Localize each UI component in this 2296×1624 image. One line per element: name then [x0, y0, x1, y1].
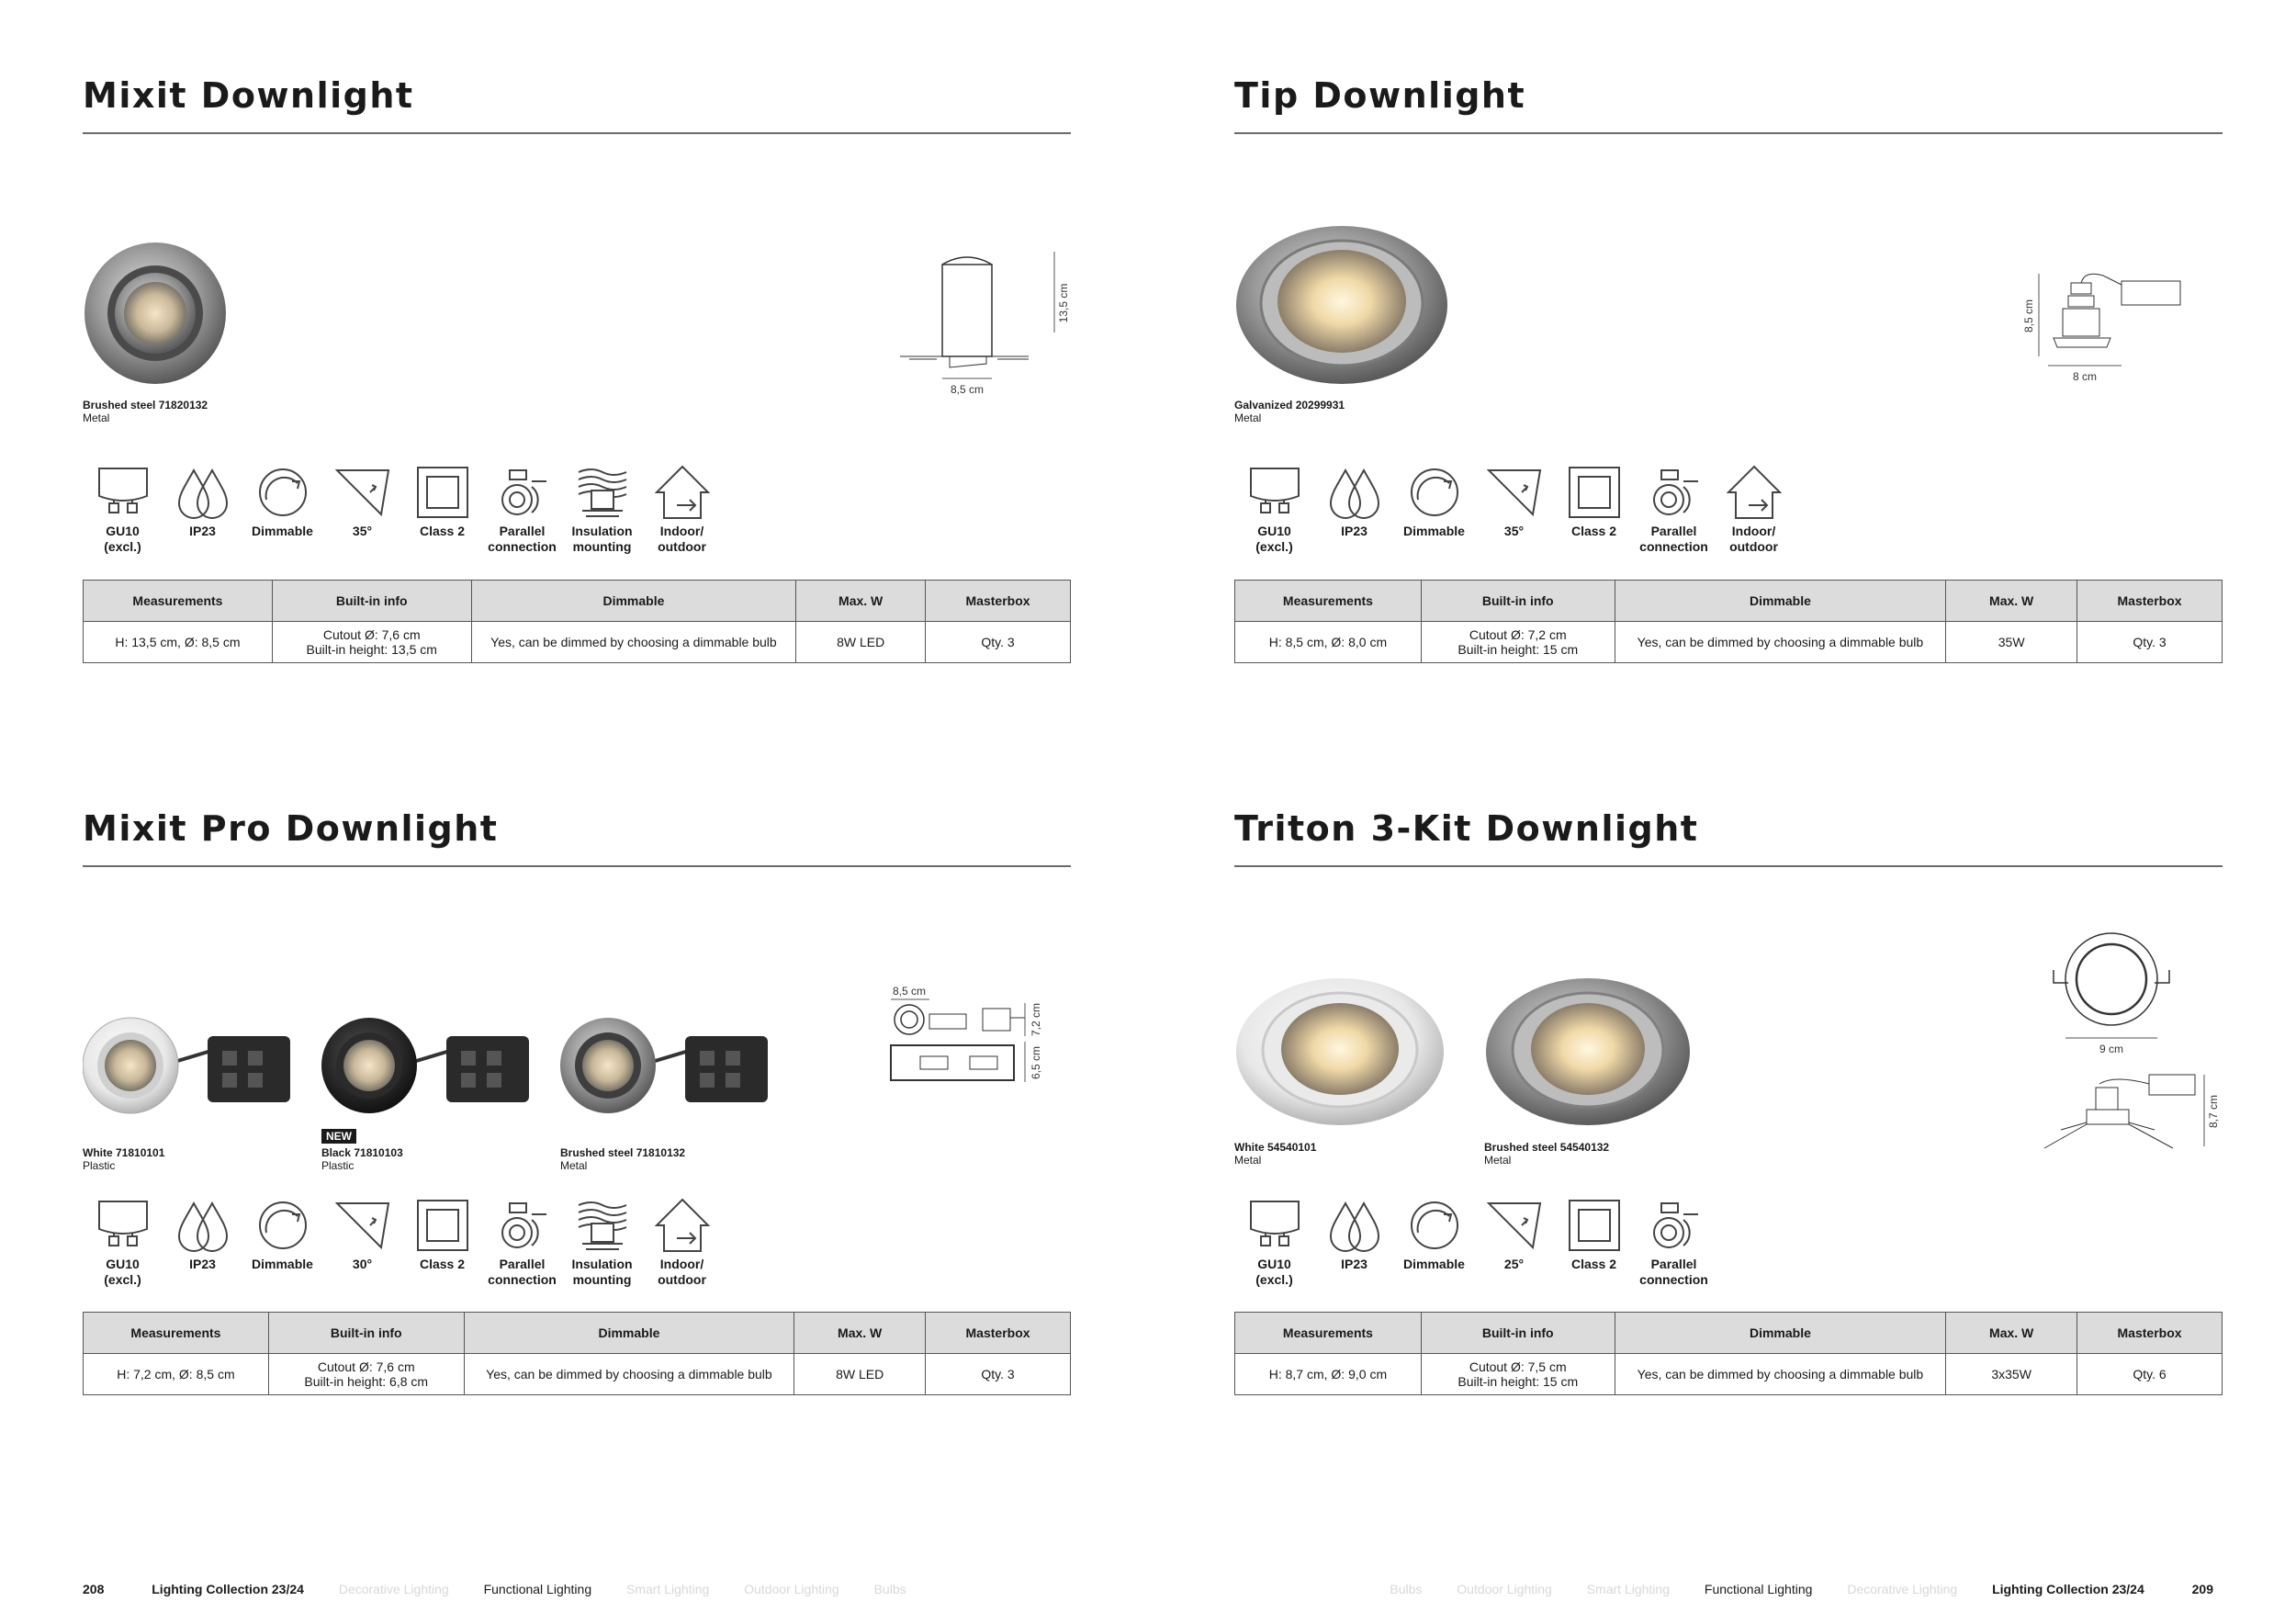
feature-class2: Class 2	[1554, 1198, 1634, 1288]
feature-gu10: GU10 (excl.)	[83, 465, 163, 555]
cell-maxw: 8W LED	[794, 1354, 926, 1395]
title-rule	[83, 132, 1071, 134]
angle-icon	[1487, 1198, 1542, 1253]
title-rule	[1234, 865, 2223, 867]
nav-link-outdoor[interactable]: Outdoor Lighting	[1457, 1582, 1552, 1596]
feature-gu10: GU10 (excl.)	[83, 1198, 163, 1288]
product-material: Metal	[1234, 1154, 1262, 1167]
feature-ip23: IP23	[163, 465, 242, 555]
indoor-outdoor-icon	[1727, 465, 1782, 520]
class2-icon	[415, 465, 470, 520]
th-masterbox: Masterbox	[2077, 1313, 2223, 1354]
th-builtin: Built-in info	[268, 1313, 464, 1354]
nav-link-smart[interactable]: Smart Lighting	[626, 1582, 710, 1596]
feature-indoor-outdoor: Indoor/ outdoor	[642, 1198, 722, 1288]
feature-insulation: Insulation mounting	[562, 465, 642, 555]
parallel-icon	[1647, 465, 1702, 520]
th-maxw: Max. W	[796, 581, 926, 622]
th-masterbox: Masterbox	[2077, 581, 2223, 622]
product-material: Plastic	[321, 1159, 355, 1172]
ip23-icon	[175, 1198, 231, 1253]
spec-table-mixit	[83, 580, 1071, 663]
cell-maxw: 3x35W	[1946, 1354, 2077, 1395]
th-measurements: Measurements	[1235, 581, 1422, 622]
feature-ip23: IP23	[1314, 1198, 1394, 1288]
insulation-icon	[575, 465, 630, 520]
dim-height: 8,5 cm	[2022, 299, 2035, 333]
table-row	[1235, 622, 2223, 663]
product-material: Metal	[83, 412, 110, 424]
th-maxw: Max. W	[1946, 581, 2077, 622]
table-header-row	[84, 1313, 1071, 1354]
cell-measurements: H: 8,7 cm, Ø: 9,0 cm	[1235, 1354, 1422, 1395]
nav-link-decorative[interactable]: Decorative Lighting	[338, 1582, 449, 1596]
feature-angle: 35°	[1474, 465, 1554, 555]
section-triton	[1234, 805, 2223, 867]
parallel-icon	[1647, 1198, 1702, 1253]
feature-icons-mixit-pro	[83, 1198, 722, 1288]
product-photo	[321, 1014, 533, 1124]
th-builtin: Built-in info	[1421, 1313, 1615, 1354]
feature-icons-mixit	[83, 465, 722, 555]
angle-icon	[335, 465, 390, 520]
ip23-icon	[175, 465, 231, 520]
th-masterbox: Masterbox	[926, 1313, 1071, 1354]
th-measurements: Measurements	[1235, 1313, 1422, 1354]
product-photo	[560, 1014, 771, 1124]
feature-class2: Class 2	[402, 465, 482, 555]
nav-link-decorative[interactable]: Decorative Lighting	[1847, 1582, 1958, 1596]
feature-ip23: IP23	[163, 1198, 242, 1288]
dim-width: 9 cm	[2099, 1043, 2124, 1055]
product-material: Metal	[560, 1159, 588, 1172]
feature-angle: 25°	[1474, 1198, 1554, 1288]
th-measurements: Measurements	[84, 1313, 269, 1354]
class2-icon	[1567, 465, 1622, 520]
gu10-icon	[96, 465, 151, 520]
gu10-icon	[96, 1198, 151, 1253]
feature-gu10: GU10 (excl.)	[1234, 465, 1314, 555]
table-header-row	[1235, 1313, 2223, 1354]
product-photo	[83, 1014, 294, 1124]
parallel-icon	[495, 465, 550, 520]
angle-icon	[1487, 465, 1542, 520]
feature-dimmable: Dimmable	[242, 1198, 322, 1288]
angle-icon	[335, 1198, 390, 1253]
gu10-icon	[1247, 1198, 1302, 1253]
ip23-icon	[1327, 465, 1382, 520]
th-maxw: Max. W	[1946, 1313, 2077, 1354]
class2-icon	[415, 1198, 470, 1253]
section-title: Triton 3-Kit Downlight	[1234, 808, 1699, 849]
product-name: White 71810101	[83, 1146, 165, 1159]
dim-height-1: 7,2 cm	[1030, 1002, 1042, 1037]
th-dimmable: Dimmable	[1615, 581, 1946, 622]
product-photo	[1234, 976, 1446, 1128]
feature-indoor-outdoor: Indoor/ outdoor	[642, 465, 722, 555]
nav-link-bulbs[interactable]: Bulbs	[873, 1582, 906, 1596]
th-dimmable: Dimmable	[1615, 1313, 1946, 1354]
nav-link-outdoor[interactable]: Outdoor Lighting	[744, 1582, 839, 1596]
cell-measurements: H: 13,5 cm, Ø: 8,5 cm	[84, 622, 273, 663]
product-photo	[83, 241, 228, 386]
table-row	[1235, 1354, 2223, 1395]
product-photo	[1234, 224, 1449, 386]
feature-dimmable: Dimmable	[242, 465, 322, 555]
insulation-icon	[575, 1198, 630, 1253]
feature-parallel: Parallel connection	[1634, 1198, 1714, 1288]
feature-parallel: Parallel connection	[1634, 465, 1714, 555]
cell-measurements: H: 7,2 cm, Ø: 8,5 cm	[84, 1354, 269, 1395]
feature-gu10: GU10 (excl.)	[1234, 1198, 1314, 1288]
dim-height: 8,7 cm	[2207, 1094, 2220, 1129]
product-name: Galvanized 20299931	[1234, 399, 1345, 412]
page-number: 208	[83, 1582, 105, 1596]
class2-icon	[1567, 1198, 1622, 1253]
product-mixit-pro-black	[321, 1014, 533, 1172]
product-mixit-pro-brushed	[560, 1014, 771, 1172]
th-builtin: Built-in info	[272, 581, 471, 622]
table-row	[84, 622, 1071, 663]
dimmable-icon	[1407, 1198, 1462, 1253]
feature-insulation: Insulation mounting	[562, 1198, 642, 1288]
parallel-icon	[495, 1198, 550, 1253]
feature-angle: 35°	[322, 465, 402, 555]
feature-angle: 30°	[322, 1198, 402, 1288]
indoor-outdoor-icon	[655, 465, 710, 520]
dim-width: 8 cm	[2072, 370, 2098, 383]
dim-height: 13,5 cm	[1057, 283, 1070, 323]
dimmable-icon	[255, 465, 310, 520]
product-triton-brushed	[1484, 976, 1692, 1167]
nav-link-smart[interactable]: Smart Lighting	[1586, 1582, 1670, 1596]
product-triton-white	[1234, 976, 1446, 1167]
product-photo	[1484, 976, 1692, 1128]
section-title: Mixit Downlight	[83, 75, 414, 116]
section-mixit-pro	[83, 805, 1071, 867]
ip23-icon	[1327, 1198, 1382, 1253]
dim-width: 8,5 cm	[892, 985, 927, 998]
th-dimmable: Dimmable	[464, 1313, 794, 1354]
collection-title: Lighting Collection 23/24	[152, 1582, 304, 1596]
spec-table-mixit-pro	[83, 1312, 1071, 1395]
indoor-outdoor-icon	[655, 1198, 710, 1253]
cell-masterbox: Qty. 3	[926, 622, 1071, 663]
title-rule	[1234, 132, 2223, 134]
feature-class2: Class 2	[1554, 465, 1634, 555]
cell-dimmable: Yes, can be dimmed by choosing a dimmable bulb	[471, 622, 796, 663]
cell-masterbox: Qty. 6	[2077, 1354, 2223, 1395]
table-header-row	[1235, 581, 2223, 622]
product-name: Brushed steel 71820132	[83, 399, 208, 412]
feature-icons-tip	[1234, 465, 1794, 555]
spec-table-tip	[1234, 580, 2223, 663]
cell-measurements: H: 8,5 cm, Ø: 8,0 cm	[1235, 622, 1422, 663]
section-tip	[1234, 72, 2223, 134]
feature-dimmable: Dimmable	[1394, 1198, 1474, 1288]
dim-height-2: 6,5 cm	[1030, 1045, 1042, 1080]
cell-masterbox: Qty. 3	[926, 1354, 1071, 1395]
collection-title: Lighting Collection 23/24	[1992, 1582, 2144, 1596]
table-header-row	[84, 581, 1071, 622]
product-mixit-pro-white	[83, 1014, 294, 1172]
feature-dimmable: Dimmable	[1394, 465, 1474, 555]
cell-masterbox: Qty. 3	[2077, 622, 2223, 663]
th-masterbox: Masterbox	[926, 581, 1071, 622]
dimmable-icon	[255, 1198, 310, 1253]
th-measurements: Measurements	[84, 581, 273, 622]
product-name: Brushed steel 54540132	[1484, 1141, 1610, 1154]
feature-indoor-outdoor: Indoor/ outdoor	[1714, 465, 1794, 555]
new-badge: NEW	[321, 1129, 356, 1144]
product-material: Metal	[1484, 1154, 1512, 1167]
title-rule	[83, 865, 1071, 867]
product-mixit-brushed	[83, 241, 228, 424]
cell-maxw: 35W	[1946, 622, 2077, 663]
section-title: Mixit Pro Downlight	[83, 808, 499, 849]
product-tip-galvanized	[1234, 224, 1449, 424]
feature-class2: Class 2	[402, 1198, 482, 1288]
feature-icons-triton	[1234, 1198, 1714, 1288]
product-name: Black 71810103	[321, 1146, 403, 1159]
section-mixit	[83, 72, 1071, 134]
dimension-drawing-triton	[2041, 928, 2224, 1157]
dimmable-icon	[1407, 465, 1462, 520]
dimension-drawing-mixit	[891, 248, 1075, 404]
dim-width: 8,5 cm	[950, 383, 985, 396]
cell-builtin: Cutout Ø: 7,5 cm Built-in height: 15 cm	[1421, 1354, 1615, 1395]
nav-link-functional[interactable]: Functional Lighting	[483, 1582, 592, 1596]
cell-maxw: 8W LED	[796, 622, 926, 663]
spec-table-triton	[1234, 1312, 2223, 1395]
th-maxw: Max. W	[794, 1313, 926, 1354]
th-dimmable: Dimmable	[471, 581, 796, 622]
cell-builtin: Cutout Ø: 7,6 cm Built-in height: 13,5 cm	[272, 622, 471, 663]
nav-link-functional[interactable]: Functional Lighting	[1704, 1582, 1813, 1596]
product-name: Brushed steel 71810132	[560, 1146, 686, 1159]
gu10-icon	[1247, 465, 1302, 520]
cell-builtin: Cutout Ø: 7,6 cm Built-in height: 6,8 cm	[268, 1354, 464, 1395]
table-row	[84, 1354, 1071, 1395]
th-builtin: Built-in info	[1421, 581, 1615, 622]
product-name: White 54540101	[1234, 1141, 1317, 1154]
dimension-drawing-tip	[2020, 266, 2204, 386]
footer-right	[1390, 1582, 2213, 1596]
footer-left	[83, 1582, 906, 1596]
product-material: Metal	[1234, 412, 1262, 424]
dimension-drawing-mixit-pro	[887, 981, 1071, 1091]
cell-builtin: Cutout Ø: 7,2 cm Built-in height: 15 cm	[1421, 622, 1615, 663]
feature-parallel: Parallel connection	[482, 465, 562, 555]
cell-dimmable: Yes, can be dimmed by choosing a dimmable bulb	[1615, 622, 1946, 663]
cell-dimmable: Yes, can be dimmed by choosing a dimmable bulb	[1615, 1354, 1946, 1395]
feature-parallel: Parallel connection	[482, 1198, 562, 1288]
page-number: 209	[2191, 1582, 2213, 1596]
cell-dimmable: Yes, can be dimmed by choosing a dimmable bulb	[464, 1354, 794, 1395]
product-material: Plastic	[83, 1159, 116, 1172]
section-title: Tip Downlight	[1234, 75, 1526, 116]
feature-ip23: IP23	[1314, 465, 1394, 555]
nav-link-bulbs[interactable]: Bulbs	[1390, 1582, 1423, 1596]
